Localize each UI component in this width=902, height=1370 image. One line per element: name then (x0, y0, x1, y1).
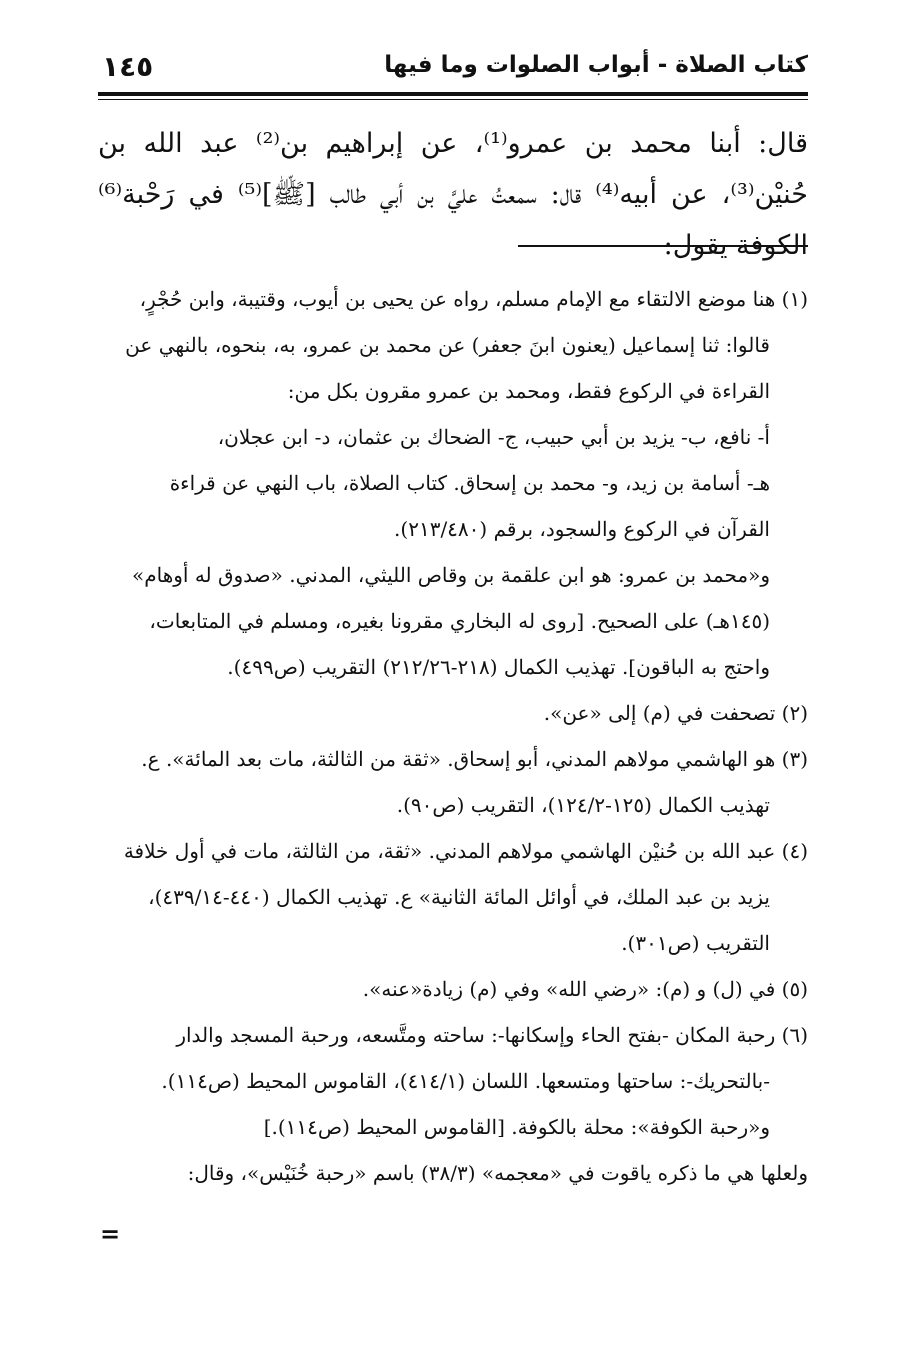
footnote-line: تهذيب الكمال (١٢٥-١٢٤/٢)، التقريب (ص٩٠). (396, 793, 770, 817)
footnote-line: واحتج به الباقون]. تهذيب الكمال (٢١٨-٢١٢/٢٦) التقريب (ص٤٩٩). (227, 655, 770, 679)
footnote-1 (98, 276, 808, 690)
main-text: قال: أبنا محمد بن عمرو⁽¹⁾، عن إبراهيم بن⁽²⁾ عبد الله بن حُنيْن⁽³⁾، عن أبيه⁽⁴⁾ قال: سمعتُ عليَّ بن أبي طالب [ﷺ]⁽⁵⁾ في رَحْبة⁽⁶⁾ الكوفة يقول: (98, 128, 808, 261)
footnote-line: و«محمد بن عمرو: هو ابن علقمة بن وقاص الليثي، المدني. «صدوق له أوهام» (131, 563, 770, 587)
footnote-line: -بالتحريك-: ساحتها ومتسعها. اللسان (٤١٤/١)، القاموس المحيط (ص١١٤). (161, 1069, 770, 1093)
header-rule-thin (98, 99, 808, 100)
footnote-line: قالوا: ثنا إسماعيل (يعنون ابنَ جعفر) عن محمد بن عمرو، به، بنحوه، بالنهي عن (125, 333, 770, 357)
footnote-separator (518, 245, 808, 247)
footnote-line: (٣) هو الهاشمي مولاهم المدني، أبو إسحاق. «ثقة من الثالثة، مات بعد المائة». ع. (141, 747, 808, 771)
footnote-line: (١) هنا موضع الالتقاء مع الإمام مسلم، رواه عن يحيى بن أيوب، وقتيبة، وابن حُجْرٍ، (139, 287, 808, 311)
running-title: كتاب الصلاة - أبواب الصلوات وما فيها (384, 52, 808, 78)
footnote-line: القرآن في الركوع والسجود، برقم (٢١٣/٤٨٠). (394, 517, 770, 541)
header-rule-thick (98, 92, 808, 96)
footnote-line: (٤) عبد الله بن حُنيْن الهاشمي مولاهم المدني. «ثقة، من الثالثة، مات في أول خلافة (123, 839, 808, 863)
footnote-line: (١٤٥هـ) على الصحيح. [روى له البخاري مقرونا بغيره، ومسلم في المتابعات، (149, 609, 770, 633)
footnotes (98, 276, 808, 1196)
footnote-line: القراءة في الركوع فقط، ومحمد بن عمرو مقرون بكل من: (287, 379, 770, 403)
footnote-line: التقريب (ص٣٠١). (621, 931, 770, 955)
page-header (98, 50, 808, 92)
footnote-4 (98, 828, 808, 966)
footnote-3 (98, 736, 808, 828)
footnote-line: (٢) تصحفت في (م) إلى «عن». (543, 701, 808, 725)
footnote-line: يزيد بن عبد الملك، في أوائل المائة الثانية» ع. تهذيب الكمال (٤٤٠-٤٣٩/١٤)، (148, 885, 770, 909)
footnote-line: (٥) في (ل) و (م): «رضي الله» وفي (م) زيادة«عنه». (362, 977, 808, 1001)
continuation-mark: = (100, 1220, 121, 1248)
footnote-5 (98, 966, 808, 1012)
footnote-2 (98, 690, 808, 736)
page-number: ١٤٥ (102, 50, 154, 83)
footnote-line: ولعلها هي ما ذكره ياقوت في «معجمه» (٣٨/٣) باسم «رحبة خُنَيْس»، وقال: (187, 1161, 808, 1185)
footnote-6 (98, 1012, 808, 1196)
footnote-line: (٦) رحبة المكان -بفتح الحاء وإسكانها-: ساحته ومتَّسعه، ورحبة المسجد والدار (176, 1023, 808, 1047)
footnote-line: هـ- أسامة بن زيد، و- محمد بن إسحاق. كتاب الصلاة، باب النهي عن قراءة (169, 471, 770, 495)
book-page (98, 50, 808, 1248)
footnote-line: و«رحبة الكوفة»: محلة بالكوفة. [القاموس المحيط (ص١١٤).] (263, 1115, 770, 1139)
footnote-line: أ- نافع، ب- يزيد بن أبي حبيب، ج- الضحاك بن عثمان، د- ابن عجلان، (217, 425, 770, 449)
